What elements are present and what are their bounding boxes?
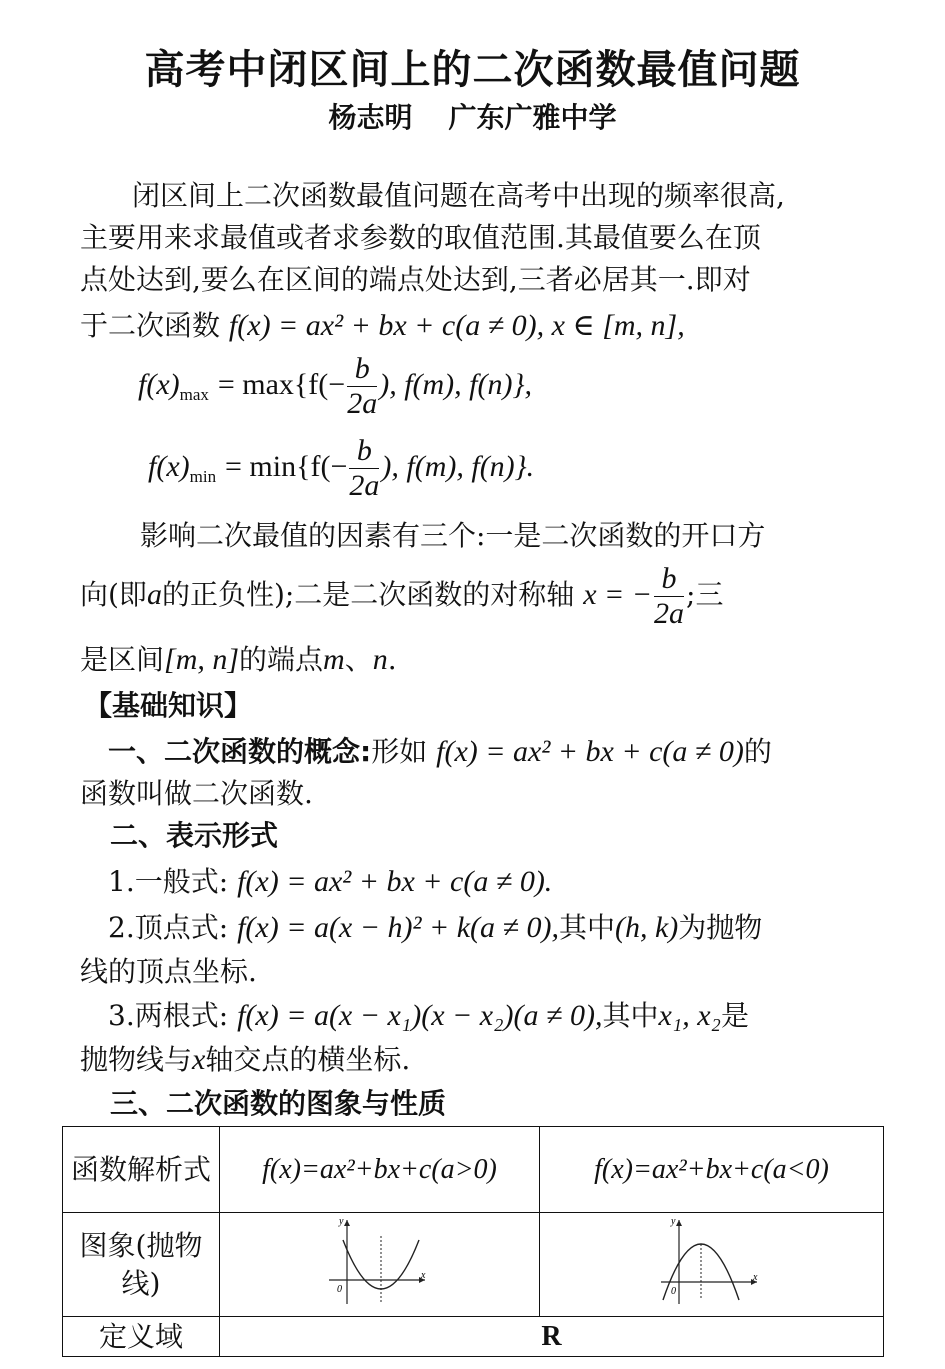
fmin-frac-num: b <box>349 434 379 469</box>
forms-title: 二、表示形式 <box>110 819 279 852</box>
influence-line-3 <box>80 640 890 680</box>
row-label-domain: 定义域 <box>63 1317 220 1357</box>
fmin-eq: = min{f(− <box>225 450 348 483</box>
root-form-label: 3.两根式: <box>108 999 229 1032</box>
influence-line-2-c: ;三 <box>686 578 724 611</box>
fmax-f: f(x) <box>138 368 180 401</box>
formula-a-positive: f(x)=ax²+bx+c(a>0) <box>220 1127 540 1213</box>
general-form-label: 1.一般式: <box>108 865 229 898</box>
fmax-sub: max <box>179 385 209 404</box>
domain-value: R <box>220 1317 884 1357</box>
vertex-point: (h, k) <box>615 911 679 944</box>
fmin-rest: ), f(m), f(n)}. <box>381 450 535 483</box>
vertex-form-line-2: 线的顶点坐标. <box>80 955 257 988</box>
general-form <box>108 862 918 902</box>
root-form-line-2 <box>80 1040 890 1080</box>
root-line-2-a: 抛物线与 <box>80 1043 193 1076</box>
properties-table <box>62 1126 884 1357</box>
influence-line-3-b: 的端点 <box>239 643 324 676</box>
table-row <box>63 1127 884 1213</box>
axis-fraction <box>654 562 684 631</box>
table-row <box>63 1213 884 1317</box>
row-label-expression: 函数解析式 <box>63 1127 220 1213</box>
downward-parabola-graph <box>657 1214 767 1308</box>
concept-after: 的 <box>743 735 772 768</box>
y-axis-label: y <box>338 1216 343 1227</box>
root-form-formula: f(x) = a(x − x₁)(x − x₂)(a ≠ 0), <box>237 999 603 1032</box>
fmin-fraction <box>349 434 379 503</box>
row-label-graph: 图象(抛物线) <box>63 1213 220 1317</box>
origin-label: 0 <box>670 1286 676 1297</box>
axis-frac-num: b <box>654 562 684 597</box>
graph-cell-upward <box>220 1213 540 1317</box>
separator: 、 <box>344 643 373 676</box>
concept-formula: f(x) = ax² + bx + c(a ≠ 0) <box>436 735 744 768</box>
intro-line-2: 主要用来求最值或者求参数的取值范围.其最值要么在顶 <box>80 221 761 254</box>
intro-line-4 <box>80 306 890 346</box>
var-m: m <box>323 643 345 676</box>
author-name: 杨志明 <box>328 101 413 134</box>
basics-header: 【基础知识】 <box>84 689 253 722</box>
table-row <box>63 1317 884 1357</box>
fmin-sub: min <box>189 467 217 486</box>
concept-title: 一、二次函数的概念: <box>108 735 372 768</box>
root-values: x₁, x₂ <box>658 999 721 1032</box>
x-axis-label: x <box>420 1270 425 1281</box>
quadratic-definition-formula: f(x) = ax² + bx + c(a ≠ 0), x ∈ [m, n], <box>228 309 685 342</box>
intro-line-4-text: 于二次函数 <box>80 309 221 342</box>
root-form-after: 是 <box>720 999 749 1032</box>
influence-line-2-a: 向(即 <box>80 578 147 611</box>
root-form-text: 其中 <box>602 999 659 1032</box>
fmax-rest: ), f(m), f(n)}, <box>379 368 532 401</box>
var-x: x <box>192 1043 206 1076</box>
general-form-formula: f(x) = ax² + bx + c(a ≠ 0). <box>237 865 553 898</box>
concept-text: 形如 <box>371 735 428 768</box>
concept-line-1 <box>108 732 918 772</box>
x-axis-label: x <box>752 1272 757 1283</box>
y-axis-label: y <box>670 1216 675 1227</box>
origin-label: 0 <box>336 1284 342 1295</box>
vertex-form-text: 其中 <box>558 911 615 944</box>
intro-line-3: 点处达到,要么在区间的端点处达到,三者必居其一.即对 <box>80 263 751 296</box>
influence-line-2-b: 的正负性);二是二次函数的对称轴 <box>161 578 575 611</box>
fmax-frac-den: 2a <box>347 387 378 420</box>
var-n: n <box>372 643 388 676</box>
fmin-frac-den: 2a <box>349 469 380 502</box>
concept-line-2: 函数叫做二次函数. <box>80 777 313 810</box>
vertex-form-formula: f(x) = a(x − h)² + k(a ≠ 0), <box>237 911 559 944</box>
fmax-frac-num: b <box>347 352 377 387</box>
interval-mn: [m, n] <box>164 643 240 676</box>
fmin-f: f(x) <box>148 450 190 483</box>
intro-line-1: 闭区间上二次函数最值问题在高考中出现的频率很高, <box>132 179 785 212</box>
vertex-form <box>108 908 918 948</box>
vertex-form-after: 为抛物 <box>678 911 763 944</box>
upward-parabola-graph <box>325 1214 435 1308</box>
y-axis-arrow <box>676 1220 682 1226</box>
var-a: a <box>146 578 162 611</box>
fmax-formula <box>138 352 945 432</box>
root-form <box>108 996 918 1036</box>
influence-line-1: 影响二次最值的因素有三个:一是二次函数的开口方 <box>140 519 766 552</box>
document-title: 高考中闭区间上的二次函数最值问题 <box>144 47 801 93</box>
influence-line-2 <box>80 562 890 642</box>
root-line-2-b: 轴交点的横坐标. <box>205 1043 411 1076</box>
fmin-formula <box>148 434 945 514</box>
formula-a-negative: f(x)=ax²+bx+c(a<0) <box>540 1127 884 1213</box>
author-line <box>0 96 945 136</box>
axis-formula: x = − <box>583 578 653 611</box>
graph-cell-downward <box>540 1213 884 1317</box>
y-axis-arrow <box>344 1220 350 1226</box>
line-end: . <box>387 643 397 676</box>
vertex-form-label: 2.顶点式: <box>108 911 229 944</box>
fmax-eq: = max{f(− <box>217 368 346 401</box>
influence-line-3-a: 是区间 <box>80 643 165 676</box>
fmax-fraction <box>347 352 377 421</box>
axis-frac-den: 2a <box>654 597 685 630</box>
graph-props-title: 三、二次函数的图象与性质 <box>110 1087 447 1120</box>
author-school: 广东广雅中学 <box>448 101 617 134</box>
